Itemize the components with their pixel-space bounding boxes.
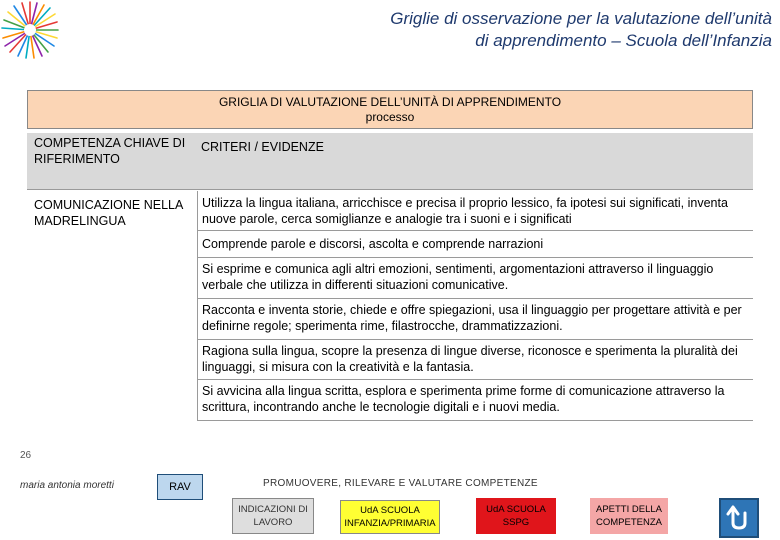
grid-title (27, 90, 753, 129)
competenza-cell: COMUNICAZIONE NELLA MADRELINGUA (34, 198, 183, 228)
aspetti-label-line1: APETTI DELLA (596, 504, 662, 515)
page-title (252, 8, 772, 52)
uda-infanzia-button[interactable] (340, 500, 440, 534)
indicazioni-button[interactable] (232, 498, 314, 534)
uda-infanzia-label-line2: INFANZIA/PRIMARIA (344, 518, 436, 529)
criterio-row: Si esprime e comunica agli altri emozioni, sentimenti, argomentazioni attraverso il linguaggio verbale che utilizza in differenti situazioni comunicative. (197, 258, 753, 299)
criterio-row: Ragiona sulla lingua, scopre la presenza di lingue diverse, riconosce e sperimenta la pluralità dei linguaggi, si misura con la creatività e la fantasia. (197, 340, 753, 380)
uda-infanzia-label-line1: UdA SCUOLA (360, 505, 420, 516)
rav-button[interactable] (157, 474, 203, 500)
footer-tagline: PROMUOVERE, RILEVARE E VALUTARE COMPETENZE (263, 478, 538, 489)
uda-sspg-button[interactable] (476, 498, 556, 534)
page-number: 26 (20, 450, 32, 461)
indicazioni-label-line2: LAVORO (253, 517, 293, 528)
criterio-row: Utilizza la lingua italiana, arricchisce e precisa il proprio lessico, fa ipotesi sui significati, inventa nuove parole, cerca somiglianze e analogie tra i suoni e i significati (197, 191, 753, 231)
aspetti-competenza-button[interactable] (590, 498, 668, 534)
criterio-row: Racconta e inventa storie, chiede e offre spiegazioni, usa il linguaggio per progettare attività e per definirne regole; sperimenta rime, filastrocche, drammatizzazioni. (197, 299, 753, 340)
school-logo-icon (0, 0, 60, 60)
author-name: maria antonia moretti (20, 480, 114, 491)
grid-title-line2: processo (365, 110, 415, 124)
page-title-line2: di apprendimento – Scuola dell’Infanzia (475, 31, 772, 50)
grid-title-line1: GRIGLIA DI VALUTAZIONE DELL’UNITÀ DI APPRENDIMENTO (218, 95, 562, 109)
uda-sspg-label-line1: UdA SCUOLA (486, 504, 546, 515)
col-header-criteri: CRITERI / EVIDENZE (197, 133, 753, 190)
uda-sspg-label-line2: SSPG (502, 517, 530, 528)
page-title-line1: Griglie di osservazione per la valutazione dell’unità (390, 9, 772, 28)
return-button[interactable] (719, 498, 759, 538)
rav-label: RAV (169, 480, 191, 493)
aspetti-label-line2: COMPETENZA (596, 517, 662, 528)
criterio-row: Si avvicina alla lingua scritta, esplora e sperimenta prime forme di comunicazione attraverso la scrittura, incontrando anche le tecnologie digitali e i nuovi media. (197, 380, 753, 421)
indicazioni-label-line1: INDICAZIONI DI (238, 504, 308, 515)
col-header-competenza: COMPETENZA CHIAVE DI RIFERIMENTO (27, 133, 197, 190)
criterio-row: Comprende parole e discorsi, ascolta e comprende narrazioni (197, 231, 753, 258)
return-arrow-icon (724, 503, 754, 533)
